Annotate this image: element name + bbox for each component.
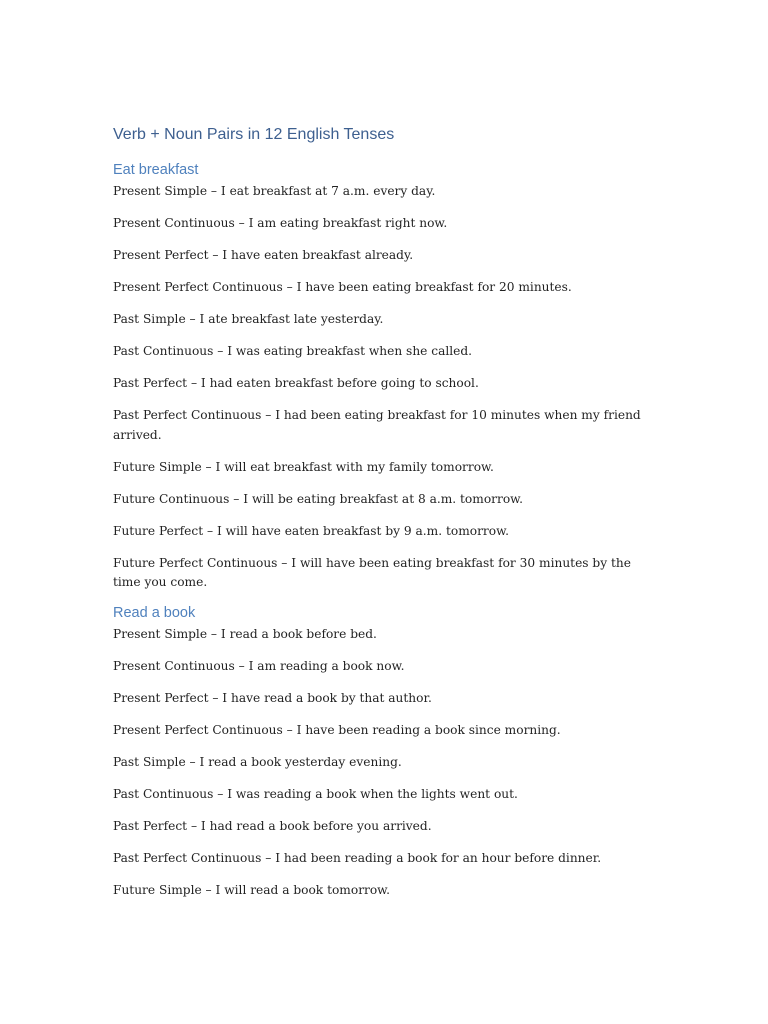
tense-sentence: Present Continuous – I am eating breakfast right now.: [113, 216, 448, 230]
tense-sentence: Future Simple – I will eat breakfast with my family tomorrow.: [113, 459, 494, 474]
tense-sentence: Past Continuous – I was reading a book when the lights went out.: [113, 787, 518, 801]
tense-sentence: Past Simple – I read a book yesterday evening.: [113, 755, 402, 769]
section-heading: Read a book: [113, 605, 196, 621]
section-read-a-book: [113, 603, 643, 901]
tense-sentence: Past Perfect – I had eaten breakfast before going to school.: [113, 376, 479, 390]
section-heading: Eat breakfast: [113, 162, 199, 178]
tense-sentence: Future Continuous – I will be eating breakfast at 8 a.m. tomorrow.: [113, 491, 524, 506]
document-page: [113, 124, 643, 913]
tense-sentence: Past Continuous – I was eating breakfast when she called.: [113, 344, 473, 358]
tense-sentence: Present Simple – I read a book before bed.: [113, 627, 377, 641]
tense-sentence: Past Simple – I ate breakfast late yesterday.: [113, 312, 384, 326]
tense-sentence: Present Perfect – I have read a book by that author.: [113, 691, 432, 705]
tense-sentence: Future Perfect Continuous – I will have been eating breakfast for 30 minutes by the time you come.: [113, 555, 631, 589]
tense-sentence: Present Perfect Continuous – I have been reading a book since morning.: [113, 723, 561, 737]
tense-sentence: Present Perfect Continuous – I have been eating breakfast for 20 minutes.: [113, 280, 572, 294]
tense-sentence: Future Perfect – I will have eaten breakfast by 9 a.m. tomorrow.: [113, 523, 509, 538]
tense-sentence: Future Simple – I will read a book tomorrow.: [113, 883, 391, 897]
tense-sentence: Past Perfect Continuous – I had been eating breakfast for 10 minutes when my friend arrived.: [113, 408, 641, 442]
section-eat-breakfast: [113, 160, 643, 593]
tense-sentence: Present Simple – I eat breakfast at 7 a.m. every day.: [113, 184, 436, 198]
tense-sentence: Present Continuous – I am reading a book now.: [113, 659, 405, 673]
document-title: Verb + Noun Pairs in 12 English Tenses: [113, 126, 395, 143]
tense-sentence: Past Perfect – I had read a book before you arrived.: [113, 819, 432, 833]
tense-sentence: Present Perfect – I have eaten breakfast already.: [113, 248, 414, 262]
tense-sentence: Past Perfect Continuous – I had been reading a book for an hour before dinner.: [113, 851, 602, 865]
